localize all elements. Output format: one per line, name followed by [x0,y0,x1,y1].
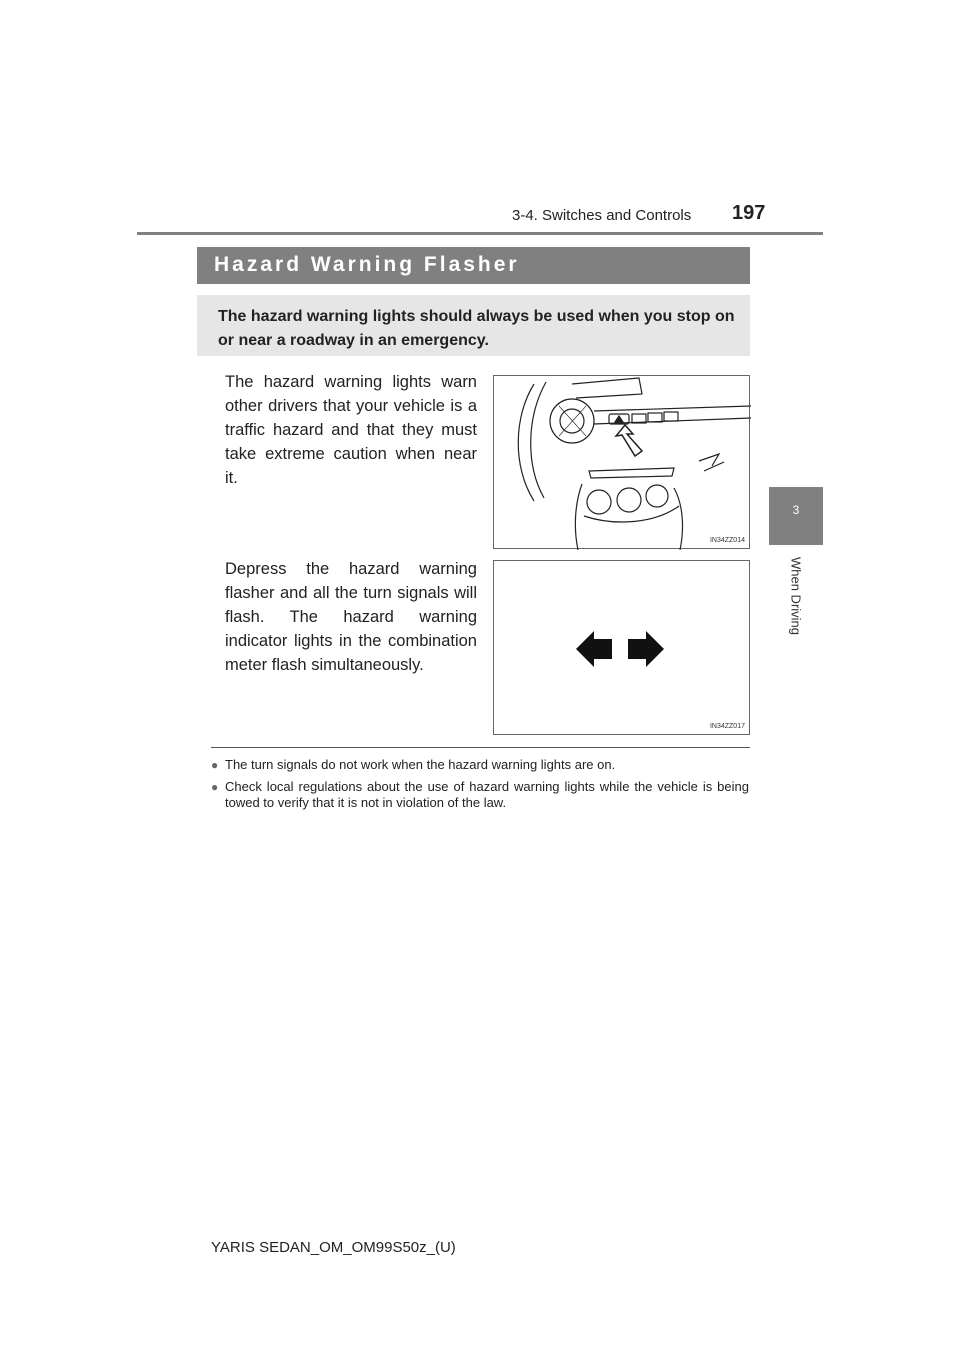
page-title: Hazard Warning Flasher [214,253,520,276]
notes-divider [211,747,750,748]
figure-turn-signals [493,560,750,735]
paragraph-warning: The hazard warning lights warn other drivers that your vehicle is a traffic hazard and that they must take extreme caution when near it. [225,373,477,487]
header-rule [137,232,823,235]
intro-box [197,295,750,356]
paragraph-operation: Depress the hazard warning flasher and all the turn signals will flash. The hazard warning indicator lights in the combination meter flash simultaneously. [225,560,477,674]
section-label: 3-4. Switches and Controls [512,207,692,224]
bullet-icon: ● [211,758,219,772]
note-text: Check local regulations about the use of hazard warning lights while the vehicle is being towed to verify that it is not in violation of the law. [225,779,749,810]
note-item [211,757,749,773]
figure-dashboard [493,375,750,549]
chapter-tab [769,487,823,545]
note-item [211,779,749,811]
chapter-number: 3 [792,503,800,517]
bullet-icon: ● [211,780,219,794]
note-text: The turn signals do not work when the hazard warning lights are on. [225,757,616,772]
title-bar [197,247,750,284]
turn-signal-arrows-icon [494,561,751,736]
footer-doc-id: YARIS SEDAN_OM_OM99S50z_(U) [211,1239,456,1256]
dashboard-hazard-switch-illustration [494,376,751,550]
chapter-label: When Driving [788,556,804,636]
figure-code: IN34ZZ014 [709,537,745,544]
figure-code: IN34ZZ017 [709,723,745,730]
page-number: 197 [732,202,766,224]
intro-text: The hazard warning lights should always be used when you stop on or near a roadway in an emergency. [218,308,735,349]
